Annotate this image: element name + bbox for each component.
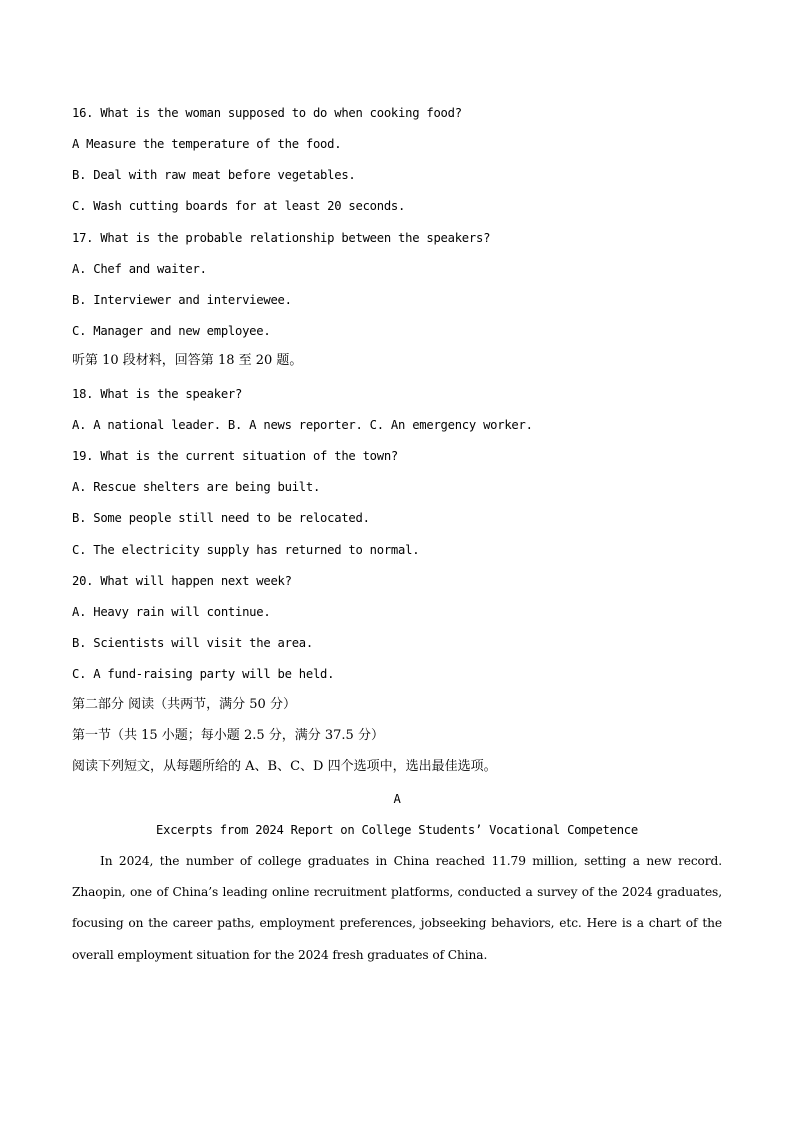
option-19b: B. Some people still need to be relocated. xyxy=(72,511,370,525)
option-16c: C. Wash cutting boards for at least 20 seconds. xyxy=(72,199,406,213)
part-two-heading: 第二部分 阅读（共两节，满分 50 分） xyxy=(72,697,296,712)
option-20b: B. Scientists will visit the area. xyxy=(72,636,313,650)
option-20c: C. A fund-raising party will be held. xyxy=(72,667,335,681)
reading-instruction: 阅读下列短文，从每题所给的 A、B、C、D 四个选项中，选出最佳选项。 xyxy=(72,759,497,774)
option-17a: A. Chef and waiter. xyxy=(72,262,207,276)
option-20a: A. Heavy rain will continue. xyxy=(72,605,271,619)
question-18: 18. What is the speaker? xyxy=(72,387,243,401)
passage-paragraph: In 2024, the number of college graduates in China reached 11.79 million, setting a new record. Zhaopin, one of China’s leading online recruitment platforms, conducted a survey of the 2024 graduates, focusing on the career paths, employment preferences, jobseeking behaviors, etc. Here is a chart of the overall employment situation for the 2024 fresh graduates of China. xyxy=(72,854,722,962)
option-17b: B. Interviewer and interviewee. xyxy=(72,293,292,307)
option-19c: C. The electricity supply has returned to normal. xyxy=(72,543,420,557)
option-17c: C. Manager and new employee. xyxy=(72,324,271,338)
question-16: 16. What is the woman supposed to do when cooking food? xyxy=(72,106,462,120)
question-17: 17. What is the probable relationship between the speakers? xyxy=(72,231,491,245)
instruction-material-10: 听第 10 段材料，回答第 18 至 20 题。 xyxy=(72,353,303,368)
question-19: 19. What is the current situation of the town? xyxy=(72,449,399,463)
section-one-heading: 第一节（共 15 小题；每小题 2.5 分，满分 37.5 分） xyxy=(72,728,384,743)
question-20: 20. What will happen next week? xyxy=(72,574,292,588)
option-19a: A. Rescue shelters are being built. xyxy=(72,480,321,494)
options-18: A. A national leader. B. A news reporter. C. An emergency worker. xyxy=(72,418,533,432)
option-16b: B. Deal with raw meat before vegetables. xyxy=(72,168,356,182)
option-16a: A Measure the temperature of the food. xyxy=(72,137,342,151)
passage-label: A xyxy=(393,792,401,806)
passage-title: Excerpts from 2024 Report on College Students’ Vocational Competence xyxy=(156,823,638,837)
